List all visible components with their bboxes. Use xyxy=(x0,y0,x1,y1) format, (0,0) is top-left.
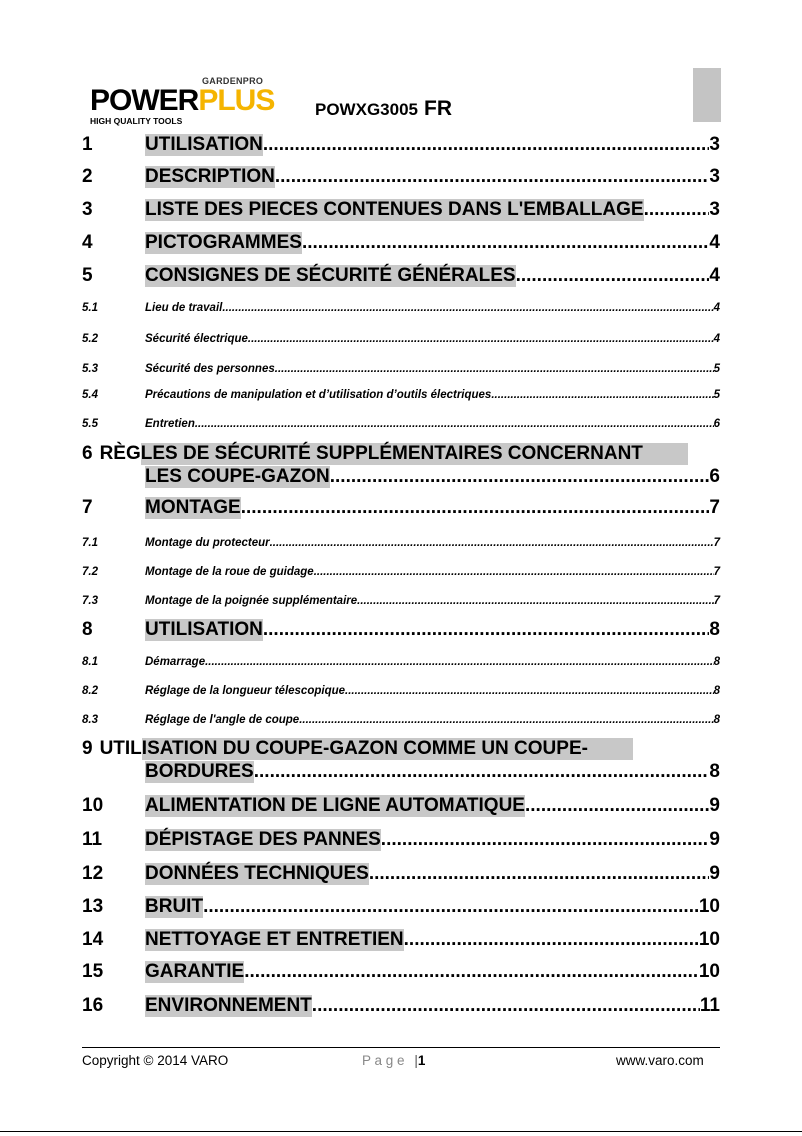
toc-page: 5 xyxy=(713,389,720,401)
toc-entry[interactable] xyxy=(82,761,720,783)
toc-page: 9 xyxy=(709,863,720,884)
toc-title: DÉPISTAGE DES PANNES xyxy=(145,829,381,850)
toc-leader-dots xyxy=(299,713,713,727)
toc-page: 4 xyxy=(709,265,720,286)
toc-leader-dots xyxy=(314,565,714,579)
toc-leader-dots xyxy=(263,134,710,156)
toc-leader-dots xyxy=(241,497,710,519)
toc-title: CONSIGNES DE SÉCURITÉ GÉNÉRALES xyxy=(145,265,516,286)
toc-title: DONNÉES TECHNIQUES xyxy=(145,863,369,884)
toc-title: BRUIT xyxy=(145,896,204,917)
toc-page: 4 xyxy=(713,302,720,314)
toc-entry[interactable] xyxy=(82,497,720,519)
toc-page: 3 xyxy=(709,199,720,220)
toc-leader-dots xyxy=(275,166,710,188)
toc-page: 10 xyxy=(698,961,720,982)
toc-number: 5 xyxy=(82,265,93,286)
toc-title-line2: LES COUPE-GAZON xyxy=(145,466,330,487)
toc-leader-dots xyxy=(381,829,710,851)
page-label: P a g e xyxy=(362,1053,405,1068)
toc-number: 5.4 xyxy=(82,389,98,401)
toc-entry[interactable] xyxy=(82,362,720,376)
toc-title: Démarrage xyxy=(145,656,206,668)
toc-leader-dots xyxy=(248,332,714,346)
toc-page: 7 xyxy=(713,537,720,549)
toc-leader-dots xyxy=(330,466,710,488)
toc-number: 6 xyxy=(82,443,93,464)
toc-number: 5.2 xyxy=(82,333,98,345)
language-code: FR xyxy=(424,97,452,120)
toc-entry[interactable] xyxy=(82,466,720,488)
toc-title: Entretien xyxy=(145,418,195,430)
toc-page: 8 xyxy=(709,619,720,640)
toc-number: 8.3 xyxy=(82,714,98,726)
page-bottom-edge xyxy=(0,1131,802,1132)
toc-entry[interactable] xyxy=(82,166,720,188)
toc-title: UTILISATION xyxy=(145,134,263,155)
toc-entry[interactable] xyxy=(82,619,720,641)
toc-number: 1 xyxy=(82,134,93,155)
toc-page: 5 xyxy=(713,363,720,375)
toc-page: 8 xyxy=(713,685,720,697)
toc-title: ENVIRONNEMENT xyxy=(145,995,312,1016)
toc-title: ALIMENTATION DE LIGNE AUTOMATIQUE xyxy=(145,795,525,816)
toc-leader-dots xyxy=(263,619,710,641)
toc-number: 7.1 xyxy=(82,537,98,549)
logo-tagline: HIGH QUALITY TOOLS xyxy=(90,116,183,126)
toc-entry[interactable] xyxy=(82,232,720,254)
toc-number: 7.3 xyxy=(82,595,98,607)
toc-leader-dots xyxy=(203,896,699,918)
toc-page: 9 xyxy=(709,829,720,850)
toc-page: 10 xyxy=(698,896,720,917)
toc-page: 7 xyxy=(713,595,720,607)
toc-title: Réglage de la longueur télescopique xyxy=(145,685,346,697)
toc-entry[interactable] xyxy=(82,655,720,669)
toc-entry[interactable] xyxy=(82,995,720,1017)
toc-entry[interactable] xyxy=(82,961,720,983)
toc-number: 15 xyxy=(82,961,104,982)
toc-entry[interactable] xyxy=(82,134,720,156)
toc-entry[interactable] xyxy=(82,684,720,698)
toc-number: 14 xyxy=(82,929,104,950)
toc-number: 13 xyxy=(82,896,104,917)
toc-leader-dots xyxy=(302,232,709,254)
toc-entry[interactable] xyxy=(82,713,720,727)
toc-entry[interactable] xyxy=(82,332,720,346)
toc-page: 6 xyxy=(709,466,720,487)
toc-entry-heading[interactable] xyxy=(82,443,720,465)
toc-page: 9 xyxy=(709,795,720,816)
toc-number: 5.3 xyxy=(82,363,98,375)
toc-leader-dots xyxy=(244,961,699,983)
toc-number: 11 xyxy=(82,829,103,850)
toc-title-line2: BORDURES xyxy=(145,761,254,782)
toc-entry[interactable] xyxy=(82,199,720,221)
toc-entry[interactable] xyxy=(82,388,720,402)
toc-title: Sécurité électrique xyxy=(145,333,248,345)
toc-title: Précautions de manipulation et d’utilisation d’outils électriques xyxy=(145,389,492,401)
toc-title: NETTOYAGE ET ENTRETIEN xyxy=(145,929,404,950)
toc-leader-dots xyxy=(275,362,714,376)
toc-leader-dots xyxy=(222,301,713,315)
toc-title: Montage de la roue de guidage xyxy=(145,566,314,578)
toc-leader-dots xyxy=(369,863,710,885)
page-number: 1 xyxy=(417,1053,426,1068)
toc-title: LISTE DES PIECES CONTENUES DANS L'EMBALLAGE xyxy=(145,199,644,220)
toc-number: 5.5 xyxy=(82,418,98,430)
toc-title-start: UTIL xyxy=(99,738,142,759)
toc-number: 16 xyxy=(82,995,104,1016)
toc-number: 8.1 xyxy=(82,656,98,668)
toc-page: 10 xyxy=(698,929,720,950)
toc-title: GARANTIE xyxy=(145,961,245,982)
toc-page: 8 xyxy=(713,656,720,668)
toc-leader-dots xyxy=(205,655,714,669)
toc-leader-dots xyxy=(312,995,700,1017)
toc-leader-dots xyxy=(270,536,714,550)
toc-leader-dots xyxy=(491,388,713,402)
toc-entry[interactable] xyxy=(82,536,720,550)
toc-page: 7 xyxy=(713,566,720,578)
toc-page: 7 xyxy=(709,497,720,518)
model-title xyxy=(315,97,452,122)
toc-entry[interactable] xyxy=(82,929,720,951)
toc-entry[interactable] xyxy=(82,417,720,431)
toc-number: 12 xyxy=(82,863,104,884)
toc-number: 7 xyxy=(82,497,93,518)
toc-leader-dots xyxy=(404,929,699,951)
toc-title: Montage de la poignée supplémentaire xyxy=(145,595,358,607)
toc-number: 4 xyxy=(82,232,93,253)
toc-title-line1: LES DE SÉCURITÉ SUPPLÉMENTAIRES CONCERNANT xyxy=(141,443,688,465)
toc-leader-dots xyxy=(345,684,714,698)
toc-page: 3 xyxy=(709,134,720,155)
powerplus-logo xyxy=(90,76,274,126)
toc-entry[interactable] xyxy=(82,896,720,918)
logo-plus: PLUS xyxy=(198,84,275,117)
toc-title: Montage du protecteur xyxy=(145,537,270,549)
toc-title: DESCRIPTION xyxy=(145,166,275,187)
toc-number: 7.2 xyxy=(82,566,98,578)
toc-entry[interactable] xyxy=(82,265,720,287)
footer-website: www.varo.com xyxy=(616,1053,704,1068)
toc-title: Sécurité des personnes xyxy=(145,363,275,375)
toc-page: 11 xyxy=(699,995,720,1016)
toc-title: UTILISATION xyxy=(145,619,263,640)
toc-title: MONTAGE xyxy=(145,497,241,518)
toc-leader-dots xyxy=(195,417,714,431)
toc-page: 4 xyxy=(713,333,720,345)
toc-title: Lieu de travail xyxy=(145,302,223,314)
toc-leader-dots xyxy=(254,761,710,783)
toc-entry[interactable] xyxy=(82,863,720,885)
toc-number: 2 xyxy=(82,166,93,187)
toc-entry[interactable] xyxy=(82,565,720,579)
logo-gardenpro: GARDENPRO xyxy=(202,76,264,86)
toc-number: 10 xyxy=(82,795,104,816)
toc-entry[interactable] xyxy=(82,301,720,315)
toc-title: Réglage de l'angle de coupe xyxy=(145,714,300,726)
toc-page: 8 xyxy=(713,714,720,726)
toc-entry[interactable] xyxy=(82,594,720,608)
model-number: POWXG3005 xyxy=(315,100,418,119)
logo-wordmark xyxy=(90,86,274,116)
toc-entry[interactable] xyxy=(82,829,720,851)
toc-page: 6 xyxy=(713,418,720,430)
toc-title-line1: ISATION DU COUPE-GAZON COMME UN COUPE- xyxy=(142,738,633,760)
footer-divider xyxy=(82,1047,720,1048)
toc-entry-heading[interactable] xyxy=(82,738,720,760)
toc-number: 3 xyxy=(82,199,93,220)
toc-number: 8.2 xyxy=(82,685,98,697)
toc-title: PICTOGRAMMES xyxy=(145,232,302,253)
toc-title-start: RÈG xyxy=(99,443,141,464)
toc-page: 8 xyxy=(709,761,720,782)
footer-copyright: Copyright © 2014 VARO xyxy=(82,1053,229,1068)
toc-leader-dots xyxy=(525,795,709,817)
toc-entry[interactable] xyxy=(82,795,720,817)
toc-number: 9 xyxy=(82,738,93,759)
toc-leader-dots xyxy=(357,594,713,608)
toc-page: 4 xyxy=(709,232,720,253)
language-tab-marker xyxy=(693,68,721,122)
toc-leader-dots xyxy=(516,265,710,287)
toc-page: 3 xyxy=(709,166,720,187)
footer-page xyxy=(362,1053,425,1069)
page-separator: | xyxy=(414,1053,418,1068)
toc-number: 8 xyxy=(82,619,93,640)
toc-leader-dots xyxy=(644,199,710,221)
toc-number: 5.1 xyxy=(82,302,98,314)
logo-power: POWER xyxy=(90,84,199,117)
